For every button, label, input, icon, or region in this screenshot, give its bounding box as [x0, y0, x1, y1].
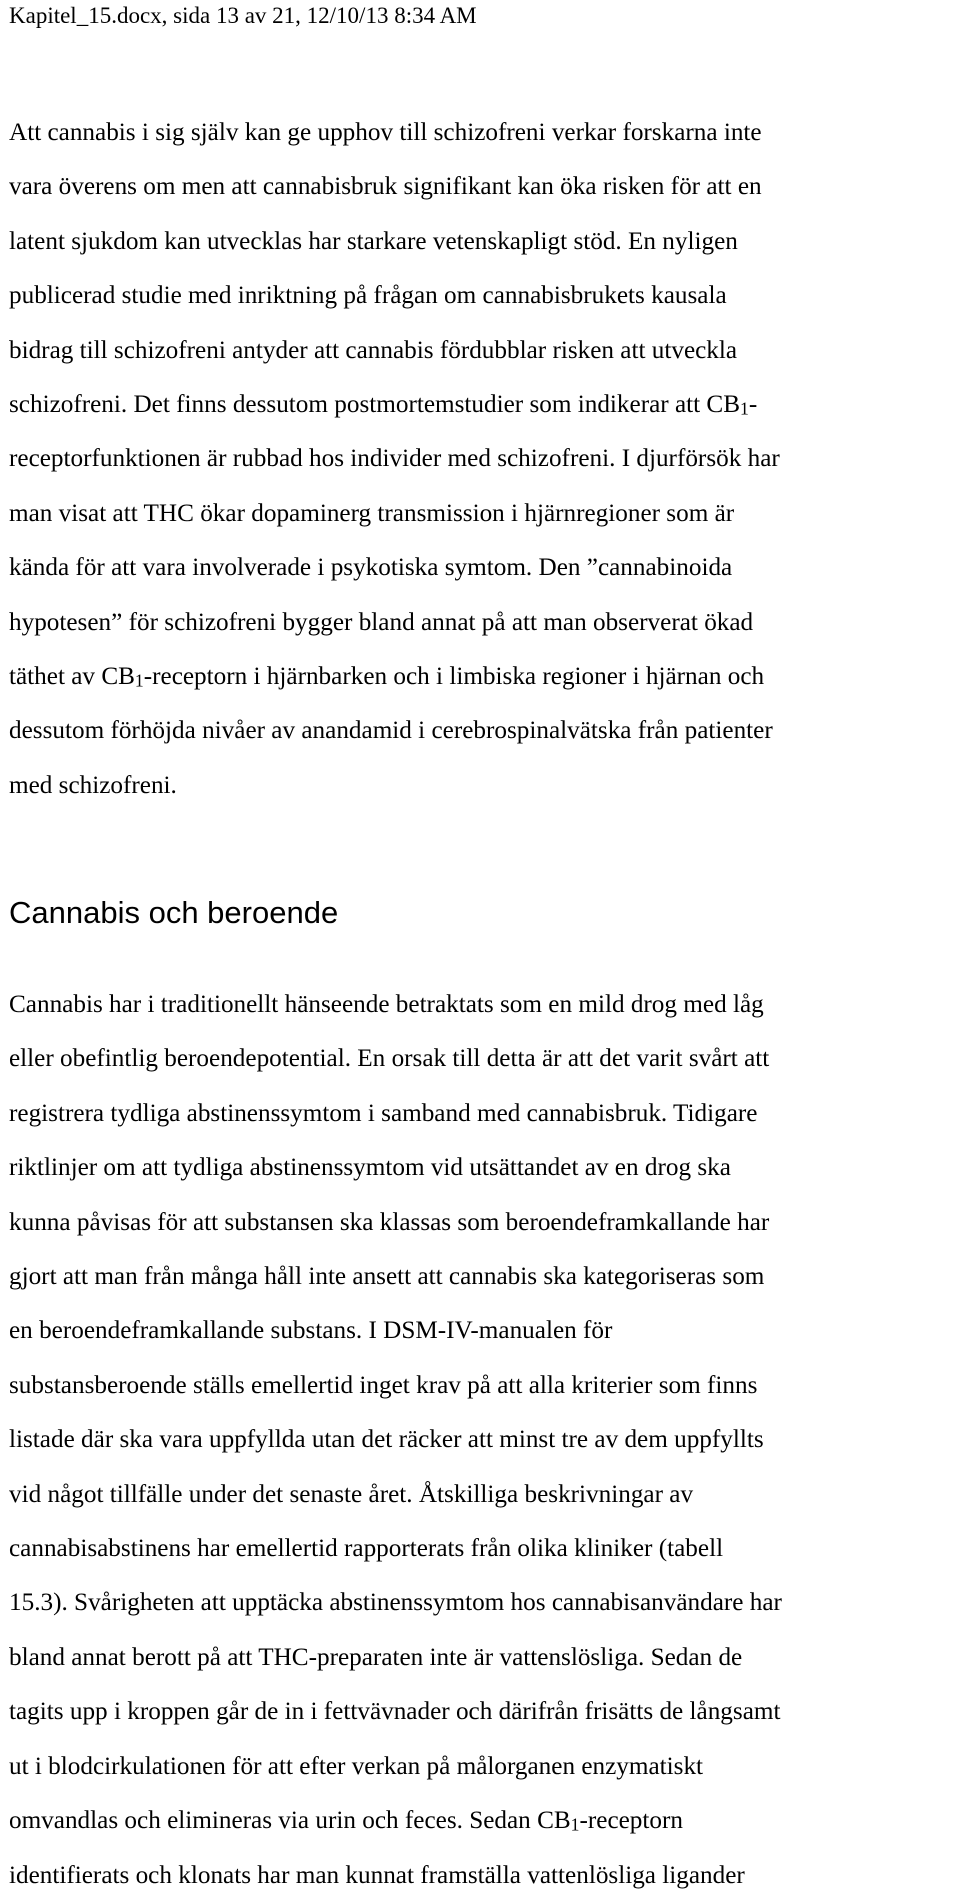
- text-line: man visat att THC ökar dopaminerg transmission i hjärnregioner som är: [9, 499, 735, 527]
- text-segment: -receptorn: [579, 1807, 683, 1835]
- paragraph-beroende: [9, 978, 954, 1903]
- text-line: eller obefintlig beroendepotential. En orsak till detta är att det varit svårt att: [9, 1045, 770, 1073]
- text-line: cannabisabstinens har emellertid rapporterats från olika kliniker (tabell: [9, 1535, 724, 1563]
- text-line: receptorfunktionen är rubbad hos individer med schizofreni. I djurförsök har: [9, 445, 780, 473]
- page-header: Kapitel_15.docx, sida 13 av 21, 12/10/13 8:34 AM: [9, 3, 477, 28]
- text-line: Att cannabis i sig själv kan ge upphov till schizofreni verkar forskarna inte: [9, 119, 762, 146]
- text-line: substansberoende ställs emellertid inget krav på att alla kriterier som finns: [9, 1371, 758, 1399]
- text-line: med schizofreni.: [9, 771, 177, 799]
- text-segment: täthet av CB: [9, 663, 135, 691]
- text-line: gjort att man från många håll inte ansett att cannabis ska kategoriseras som: [9, 1263, 765, 1291]
- text-line: bidrag till schizofreni antyder att cannabis fördubblar risken att utveckla: [9, 336, 738, 364]
- text-line: [9, 650, 954, 704]
- text-line: ut i blodcirkulationen för att efter verkan på målorganen enzymatiskt: [9, 1752, 704, 1780]
- text-segment: -receptorn i hjärnbarken och i limbiska regioner i hjärnan och: [143, 663, 765, 691]
- subscript: 1: [570, 1814, 580, 1835]
- text-line: [9, 1794, 954, 1848]
- text-line: Cannabis har i traditionellt hänseende betraktats som en mild drog med låg: [9, 991, 764, 1018]
- text-segment: omvandlas och elimineras via urin och feces. Sedan CB: [9, 1807, 571, 1835]
- text-line: [9, 378, 954, 432]
- text-line: vara överens om men att cannabisbruk signifikant kan öka risken för att en: [9, 173, 762, 201]
- text-line: publicerad studie med inriktning på frågan om cannabisbrukets kausala: [9, 282, 727, 310]
- text-line: listade där ska vara uppfyllda utan det räcker att minst tre av dem uppfyllts: [9, 1426, 764, 1454]
- subscript: 1: [134, 670, 144, 691]
- text-line: registrera tydliga abstinenssymtom i samband med cannabisbruk. Tidigare: [9, 1099, 758, 1127]
- text-segment: schizofreni. Det finns dessutom postmortemstudier som indikerar att CB: [9, 391, 741, 419]
- text-line: identifierats och klonats har man kunnat framställa vattenlösliga ligander: [9, 1861, 745, 1889]
- text-line: 15.3). Svårigheten att upptäcka abstinenssymtom hos cannabisanvändare har: [9, 1589, 782, 1617]
- text-line: vid något tillfälle under det senaste året. Åtskilliga beskrivningar av: [9, 1480, 694, 1508]
- text-line: en beroendeframkallande substans. I DSM-IV-manualen för: [9, 1317, 613, 1345]
- text-line: riktlinjer om att tydliga abstinenssymtom vid utsättandet av en drog ska: [9, 1154, 731, 1182]
- text-line: latent sjukdom kan utvecklas har starkare vetenskapligt stöd. En nyligen: [9, 227, 738, 255]
- text-segment: -: [748, 391, 758, 419]
- subscript: 1: [740, 398, 749, 419]
- text-line: tagits upp i kroppen går de in i fettvävnader och därifrån frisätts de långsamt: [9, 1698, 781, 1726]
- paragraph-schizofreni: [9, 106, 954, 813]
- text-line: bland annat berott på att THC-preparaten inte är vattenslösliga. Sedan de: [9, 1643, 743, 1671]
- section-heading: Cannabis och beroende: [9, 895, 339, 930]
- text-line: kunna påvisas för att substansen ska klassas som beroendeframkallande har: [9, 1208, 770, 1236]
- text-line: kända för att vara involverade i psykotiska symtom. Den ”cannabinoida: [9, 554, 733, 582]
- text-line: hypotesen” för schizofreni bygger bland annat på att man observerat ökad: [9, 608, 754, 636]
- text-line: dessutom förhöjda nivåer av anandamid i cerebrospinalvätska från patienter: [9, 717, 773, 745]
